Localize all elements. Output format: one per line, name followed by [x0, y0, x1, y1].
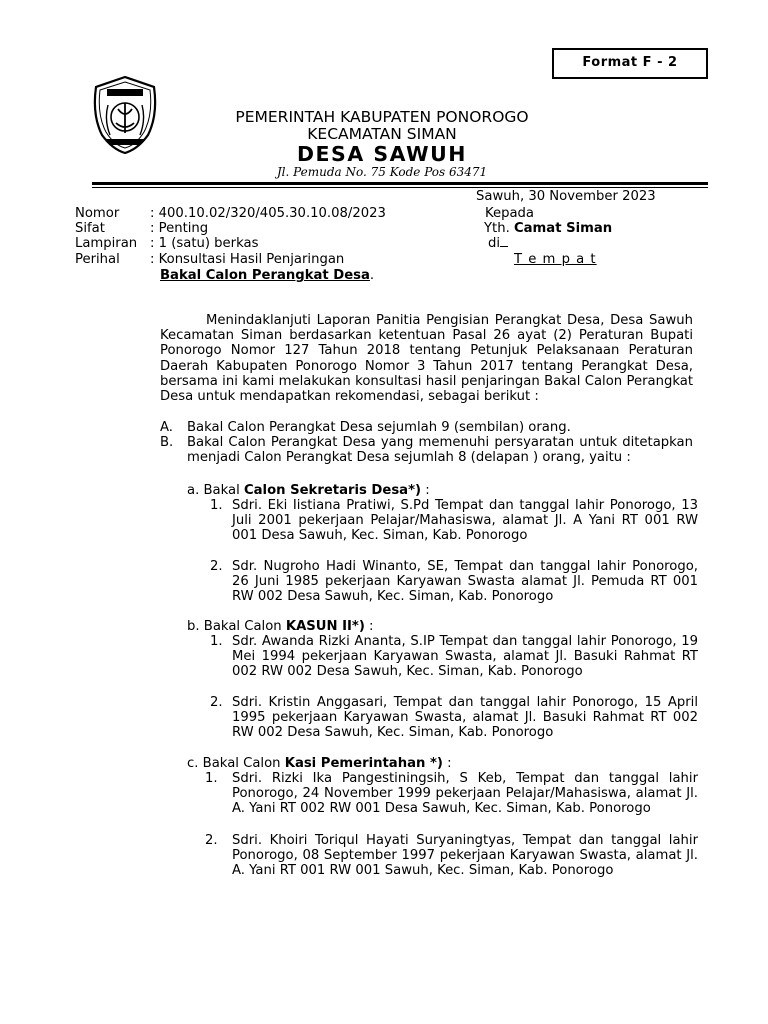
- sifat-value: : Penting: [150, 221, 209, 236]
- perihal-subject-text: Bakal Calon Perangkat Desa: [160, 268, 370, 283]
- recipient-line: [484, 221, 612, 236]
- section-b-heading: [187, 619, 373, 634]
- section-a-role: Calon Sekretaris Desa*): [243, 483, 421, 498]
- recipient-to: Kepada: [485, 206, 535, 221]
- section-a-heading: [187, 483, 430, 498]
- recipient-yth: Yth.: [484, 221, 510, 236]
- section-a-prefix: Bakal: [203, 483, 240, 498]
- letterhead-government: PEMERINTAH KABUPATEN PONOROGO: [235, 108, 529, 126]
- recipient-di-underscore: [500, 246, 508, 247]
- lampiran-label: Lampiran: [75, 236, 138, 251]
- lampiran-value: : 1 (satu) berkas: [150, 236, 259, 251]
- section-c-suffix: :: [442, 756, 452, 771]
- section-a-suffix: :: [421, 483, 430, 498]
- recipient-di-text: di: [488, 236, 501, 251]
- candidate-b2-text: Sdri. Kristin Anggasari, Tempat dan tanggal lahir Ponorogo, 15 April 1995 pekerjaan Karyawan Swasta, alamat Jl. Basuki Rahmat RT 002 RW 002 Desa Sawuh, Kec. Siman, Kab. Ponorogo: [232, 695, 698, 741]
- section-b-suffix: :: [364, 619, 374, 634]
- section-a-marker: a.: [187, 483, 200, 498]
- candidate-c2-number: 2.: [205, 833, 218, 848]
- candidate-b2-number: 2.: [210, 695, 223, 710]
- candidate-c1-text: Sdri. Rizki Ika Pangestiningsih, S Keb, Tempat dan tanggal lahir Ponorogo, 24 November 1999 pekerjaan Pelajar/Mahasiswa, alamat Jl. A. Yani RT 002 RW 001 Desa Sawuh, Kec. Siman, Kab. Ponorogo: [232, 771, 698, 817]
- letterhead-village: DESA SAWUH: [297, 142, 467, 166]
- candidate-a2-text: Sdr. Nugroho Hadi Winanto, SE, Tempat dan tanggal lahir Ponorogo, 26 Juni 1985 pekerjaan Karyawan Swasta alamat Jl. Pemuda RT 001 RW 002 Desa Sawuh, Kec. Siman, Kab. Ponorogo: [232, 559, 698, 605]
- item-b-text: Bakal Calon Perangkat Desa yang memenuhi persyaratan untuk ditetapkan menjadi Calon Perangkat Desa sejumlah 8 (delapan ) orang, yaitu :: [187, 435, 693, 466]
- date-line: Sawuh, 30 November 2023: [476, 189, 656, 204]
- section-c-prefix: Bakal Calon: [202, 756, 281, 771]
- format-label: Format F - 2: [552, 48, 708, 79]
- candidate-b1-text: Sdr. Awanda Rizki Ananta, S.IP Tempat dan tanggal lahir Ponorogo, 19 Mei 1994 pekerjaan Karyawan Swasta, alamat Jl. Basuki Rahmat RT 002 RW 002 Desa Sawuh, Kec. Siman, Kab. Ponorogo: [232, 634, 698, 680]
- perihal-value: : Konsultasi Hasil Penjaringan: [150, 252, 345, 267]
- candidate-a1-text: Sdri. Eki Iistiana Pratiwi, S.Pd Tempat dan tanggal lahir Ponorogo, 13 Juli 2001 pekerjaan Pelajar/Mahasiswa, alamat Jl. A Yani RT 001 RW 001 Desa Sawuh, Kec. Siman, Kab. Ponorogo: [232, 498, 698, 544]
- letterhead-address: Jl. Pemuda No. 75 Kode Pos 63471: [276, 165, 488, 179]
- section-b-prefix: Bakal Calon: [203, 619, 282, 634]
- letterhead-divider-thin: [92, 187, 708, 188]
- section-c-role: Kasi Pemerintahan *): [284, 756, 443, 771]
- letterhead-district: KECAMATAN SIMAN: [307, 125, 457, 143]
- candidate-a1-number: 1.: [210, 498, 223, 513]
- section-c-marker: c.: [187, 756, 199, 771]
- recipient-name: Camat Siman: [513, 221, 613, 236]
- section-c-heading: [187, 756, 452, 771]
- section-b-marker: b.: [187, 619, 200, 634]
- candidate-a2-number: 2.: [210, 559, 223, 574]
- body-paragraph-text: Menindaklanjuti Laporan Panitia Pengisian Perangkat Desa, Desa Sawuh Kecamatan Siman berdasarkan ketentuan Pasal 26 ayat (2) Peraturan Bupati Ponorogo Nomor 127 Tahun 2018 tentang Petunjuk Pelaksanaan Peraturan Daerah Kabupaten Ponorogo Nomor 3 Tahun 2017 tentang Perangkat Desa, bersama ini kami melakukan konsultasi hasil penjaringan Bakal Calon Perangkat Desa untuk mendapatkan rekomendasi, sebagai berikut :: [160, 313, 693, 405]
- item-b-marker: B.: [160, 435, 174, 450]
- recipient-di: [488, 236, 508, 251]
- perihal-label: Perihal: [75, 252, 120, 267]
- letterhead-divider-thick: [92, 182, 708, 185]
- section-b-role: KASUN II*): [285, 619, 365, 634]
- perihal-subject-dot: .: [369, 268, 375, 283]
- ponorogo-regency-emblem-icon: [90, 75, 160, 155]
- sifat-label: Sifat: [75, 221, 105, 236]
- item-a-text: Bakal Calon Perangkat Desa sejumlah 9 (sembilan) orang.: [187, 420, 571, 435]
- item-a-marker: A.: [160, 420, 173, 435]
- recipient-place: T e m p a t: [514, 252, 597, 267]
- candidate-b1-number: 1.: [210, 634, 223, 649]
- perihal-subject: [160, 268, 374, 283]
- nomor-label: Nomor: [75, 206, 120, 221]
- body-paragraph: [160, 313, 693, 404]
- candidate-c2-text: Sdri. Khoiri Toriqul Hayati Suryaningtyas, Tempat dan tanggal lahir Ponorogo, 08 September 1997 pekerjaan Karyawan Swasta, alamat Jl. A. Yani RT 001 RW 001 Sawuh, Kec. Siman, Kab. Ponorogo: [232, 833, 698, 879]
- candidate-c1-number: 1.: [205, 771, 218, 786]
- nomor-value: : 400.10.02/320/405.30.10.08/2023: [150, 206, 386, 221]
